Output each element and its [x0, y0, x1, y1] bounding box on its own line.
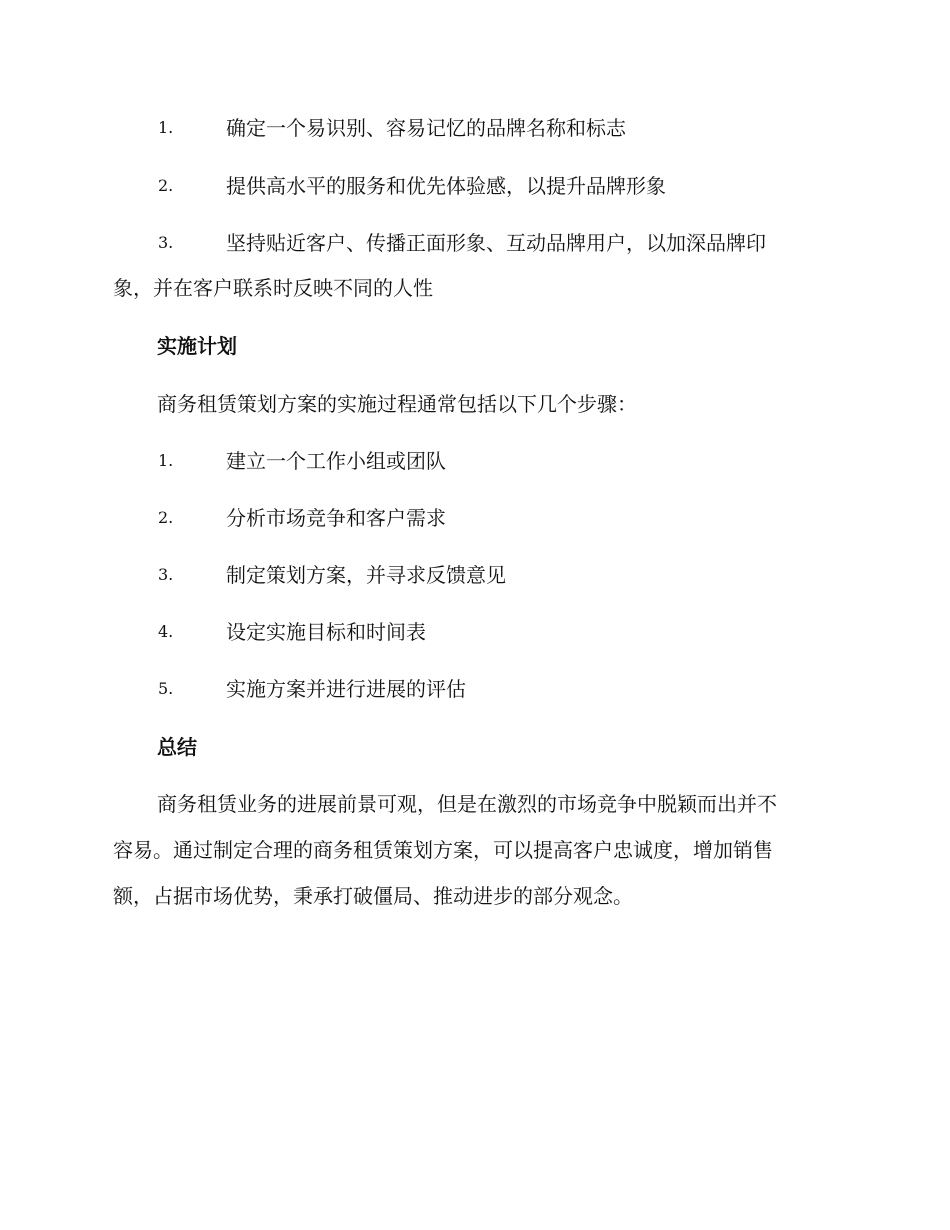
paragraph-line: 容易。通过制定合理的商务租赁策划方案，可以提高客户忠诚度，增加销售: [113, 838, 773, 862]
list-item-number: 2.: [158, 508, 174, 527]
list-item-number: 2.: [158, 176, 174, 195]
paragraph-line: 商务租赁业务的进展前景可观，但是在激烈的市场竞争中脱颖而出并不: [157, 792, 777, 816]
list-item: [113, 438, 833, 484]
list-item: [113, 495, 833, 541]
list-item: [113, 609, 833, 655]
list-item-text: 设定实施目标和时间表: [226, 620, 426, 644]
list-item-number: 4.: [158, 622, 174, 641]
paragraph-line: 额，占据市场优势，秉承打破僵局、推动进步的部分观念。: [113, 884, 633, 908]
list-item-text-continued: 象，并在客户联系时反映不同的人性: [113, 276, 433, 300]
list-item-number: 3.: [158, 233, 174, 252]
summary-paragraph: [113, 781, 833, 919]
list-item-text: 分析市场竞争和客户需求: [226, 506, 446, 530]
section-heading-summary: 总结: [157, 735, 197, 759]
list-item-number: 1.: [158, 451, 174, 470]
list-item: [113, 666, 833, 712]
list-item: [113, 552, 833, 598]
list-item: [113, 105, 833, 151]
list-item-text: 制定策划方案，并寻求反馈意见: [226, 563, 506, 587]
list-item-text: 坚持贴近客户、传播正面形象、互动品牌用户，以加深品牌印: [226, 231, 766, 255]
list-item-text: 建立一个工作小组或团队: [226, 449, 446, 473]
implementation-intro: [113, 381, 833, 427]
list-item-text: 提供高水平的服务和优先体验感，以提升品牌形象: [226, 174, 666, 198]
section-heading-implementation: 实施计划: [157, 334, 237, 358]
list-item-number: 5.: [158, 679, 174, 698]
list-item: [113, 220, 833, 311]
list-item-number: 3.: [158, 565, 174, 584]
list-item-text: 确定一个易识别、容易记忆的品牌名称和标志: [226, 116, 626, 140]
list-item-text: 实施方案并进行进展的评估: [226, 677, 466, 701]
list-item-number: 1.: [158, 118, 174, 137]
paragraph-line: 商务租赁策划方案的实施过程通常包括以下几个步骤：: [157, 392, 637, 416]
list-item: [113, 163, 833, 209]
